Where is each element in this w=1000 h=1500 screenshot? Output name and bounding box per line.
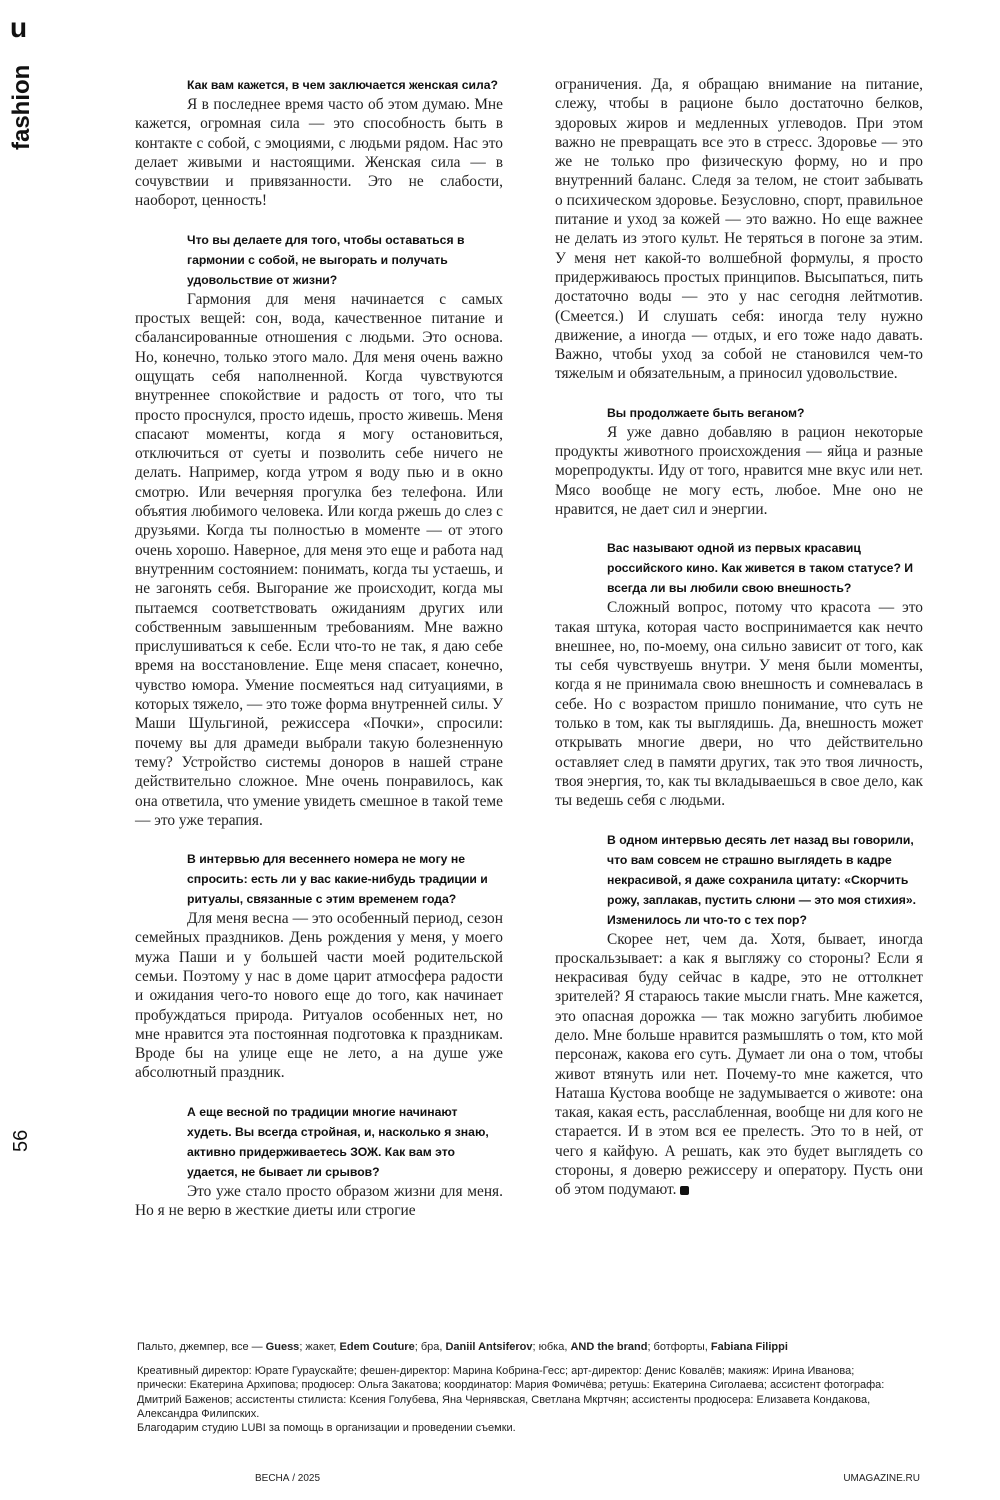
left-column xyxy=(135,75,503,1220)
credit-text: ; ботфорты, xyxy=(647,1341,711,1353)
issue-separator: / xyxy=(289,1473,298,1484)
answer-text: Скорее нет, чем да. Хотя, бывает, иногда проскальзывает: а как я выгляжу со стороны? Если я некрасивая буду сейчас в кадре, это не оттолкнет зрителей? Я стараюсь такие мысли гнать. Мне кажется, это опасная дорожка — так можно загубить любимое дело. Мне больше нравится размышлять о том, кто мой персонаж, какова его суть. Думает ли она о том, чтобы живот втянуть или нет. Почему-то мне кажется, что Наташа Кустова вообще не задумывается о животе: она такая, какая есть, расслабленная, вообще ни для кого не старается. И в этом вся ее прелесть. Это то в ней, от чего я кайфую. А решать, как это будет выглядеть со стороны, я доверю режиссеру и оператору. Пусть они об этом подумают. xyxy=(555,930,923,1199)
answer: Я уже давно добавляю в рацион некоторые продукты животного происхождения — яйца и разные морепродукты. Иду от того, нравится мне вкус или нет. Мясо вообще не могу есть, любое. Мне оно не нравится, не дает сил и энергии. xyxy=(555,423,923,518)
question: А еще весной по традиции многие начинают худеть. Вы всегда стройная, и, насколько я знаю, активно придерживаетесь ЗОЖ. Как вам это удается, не бывает ли срывов? xyxy=(187,1104,489,1179)
credits xyxy=(137,1340,897,1435)
brand-name: Daniil Antsiferov xyxy=(445,1341,533,1353)
credit-text: Пальто, джемпер, все — xyxy=(137,1341,266,1353)
credit-text: ; жакет, xyxy=(299,1341,340,1353)
brand-name: Edem Couture xyxy=(339,1341,415,1353)
brand-name: Guess xyxy=(265,1341,300,1353)
thanks-credits: Благодарим студию LUBI за помощь в организации и проведении съемки. xyxy=(137,1422,516,1435)
credit-text: ; бра, xyxy=(414,1341,446,1353)
answer: Для меня весна — это особенный период, сезон семейных праздников. День рождения у меня, у моего мужа Паши и у большей части моей родительской семьи. Поэтому у нас в доме царит атмосфера радости и ожидания чего-то нового еще до того, как начинает пробуждаться природа. Ритуалов особенных нет, но мне нравится эта постоянная подготовка к праздникам. Вроде бы на улице еще не лето, а на душе уже абсолютный праздник. xyxy=(135,910,503,1082)
credit-text: ; юбка, xyxy=(532,1341,571,1353)
website-footer: UMAGAZINE.RU xyxy=(843,1473,920,1484)
question: Вас называют одной из первых красавиц российского кино. Как живется в таком статусе? И всегда ли вы любили свою внешность? xyxy=(607,541,914,596)
brand-name: AND the brand xyxy=(570,1341,648,1353)
team-credits: Креативный директор: Юрате Гураускайте; фешен-директор: Марина Кобрина-Гесс; арт-директор: Денис Ковалёв; макияж: Ирина Иванова; прически: Екатерина Архипова; продюсер: Ольга Закатова; координатор: Мария Фомичёва; ретушь: Екатерина Сиголаева; ассистент фотографа: Дмитрий Баженов; ассистенты стилиста: Ксения Голубева, Яна Чернявская, Светлана Мкртчян; ассистенты продюсера: Елизавета Кондакова, Александра Филипских. xyxy=(137,1365,885,1420)
issue-season: ВЕСНА xyxy=(255,1473,290,1484)
answer: Сложный вопрос, потому что красота — это такая штука, которая часто воспринимается как нечто внешнее, но, по-моему, она сильно зависит от того, как ты себя чувствуешь внутри. У меня были моменты, когда я не принимала свою внешность и сомневалась в себе. Но с возрастом пришло понимание, что суть не только в том, как ты выглядишь. Да, внешность может открывать многие двери, но что действительно оставляет след в памяти других, так это твоя личность, твоя энергия, то, как ты вкладываешься в свое дело, как ты ведешь себя с людьми. xyxy=(555,599,923,810)
issue-year: 2025 xyxy=(297,1473,321,1484)
answer xyxy=(555,930,923,1200)
issue-footer xyxy=(255,1473,320,1484)
question: В интервью для весеннего номера не могу не спросить: есть ли у вас какие-нибудь традиции и ритуалы, связанные с этим временем года? xyxy=(187,852,488,907)
section-label: fashion xyxy=(8,64,35,150)
clothing-credits xyxy=(137,1340,897,1354)
question: В одном интервью десять лет назад вы говорили, что вам совсем не страшно выглядеть в кадре некрасивой, я даже сохранила цитату: «Скорчить рожу, заплакав, пустить слюни — это моя стихия». Изменилось ли что-то с тех пор? xyxy=(607,832,916,927)
page-number: 56 xyxy=(10,1129,32,1152)
brand-name: Fabiana Filippi xyxy=(710,1341,788,1353)
magazine-logo: u xyxy=(10,12,28,43)
answer: Это уже стало просто образом жизни для меня. Но я не верю в жесткие диеты или строгие xyxy=(135,1182,503,1220)
answer: Я в последнее время часто об этом думаю. Мне кажется, огромная сила — это способность быть в контакте с собой, с эмоциями, с людьми рядом. Нас это делает живыми и настоящими. Женская сила — в сочувствии и привязанности. Это не слабости, наоборот, ценность! xyxy=(135,96,503,210)
question: Как вам кажется, в чем заключается женская сила? xyxy=(187,78,498,92)
answer: Гармония для меня начинается с самых простых вещей: сон, вода, качественное питание и сбалансированные отношения с людьми. Это основа. Но, конечно, только этого мало. Для меня очень важно ощущать себя наполненной. Когда чувствуются внутреннее спокойствие и радость от того, что ты просто проснулся, просто идешь, просто живешь. Меня спасают моменты, когда я могу остановиться, отключиться от суеты и позволить себе ничего не делать. Например, когда утром я воду пью и в окно смотрю. Или вечерняя прогулка без телефона. Или объятия любимого человека. Или когда ржешь до слез с друзьями. Когда ты полностью в моменте — от этого очень хорошо. Наверное, для меня это еще и работа над внутренним состоянием: понимать, когда ты устаешь, и не загонять себя. Выгорание же происходит, когда мы пытаемся соответствовать ожиданиям других или собственным завышенным требованиям. Мне важно прислушиваться к себе. Если что-то не так, я даю себе время на восстановление. Еще меня спасает, конечно, чувство юмора. Умение посмеяться над ситуациями, в которых тяжело, — это тоже форма внутренней силы. У Маши Шульгиной, режиссера «Почки», спросили: почему вы для драмеди выбрали такую болезненную тему? Устройство системы доноров в нашей стране действительно сложное. Мне очень понравилось, как она ответила, что умение увидеть смешное в такой теме — это уже терапия. xyxy=(135,290,503,829)
answer-continuation: ограничения. Да, я обращаю внимание на питание, слежу, чтобы в рационе было достаточно белков, здоровых жиров и медленных углеводов. При этом важно не превращать все это в стресс. Здоровье — это же не только про физическую форму, но и про внутренний баланс. Следя за телом, не стоит забывать о психическом здоровье. Безусловно, спорт, правильное питание и уход за кожей — это важно. Но еще важнее не делать из этого культ. Не теряться в погоне за этим. У меня нет какой-то волшебной формулы, я просто придерживаюсь простых принципов. Высыпаться, пить достаточно воды — это у нас сегодня лейтмотив. (Смеется.) И слушать себя: иногда телу нужно движение, а иногда — отдых, и его тоже надо давать. Важно, чтобы уход за собой не становился чем-то тяжелым и обязательным, а приносил удовольствие. xyxy=(555,76,923,383)
question: Вы продолжаете быть веганом? xyxy=(607,405,805,420)
right-column xyxy=(555,75,923,1200)
end-mark-icon xyxy=(680,1186,689,1195)
question: Что вы делаете для того, чтобы оставаться в гармонии с собой, не выгорать и получать удовольствие от жизни? xyxy=(187,232,465,287)
